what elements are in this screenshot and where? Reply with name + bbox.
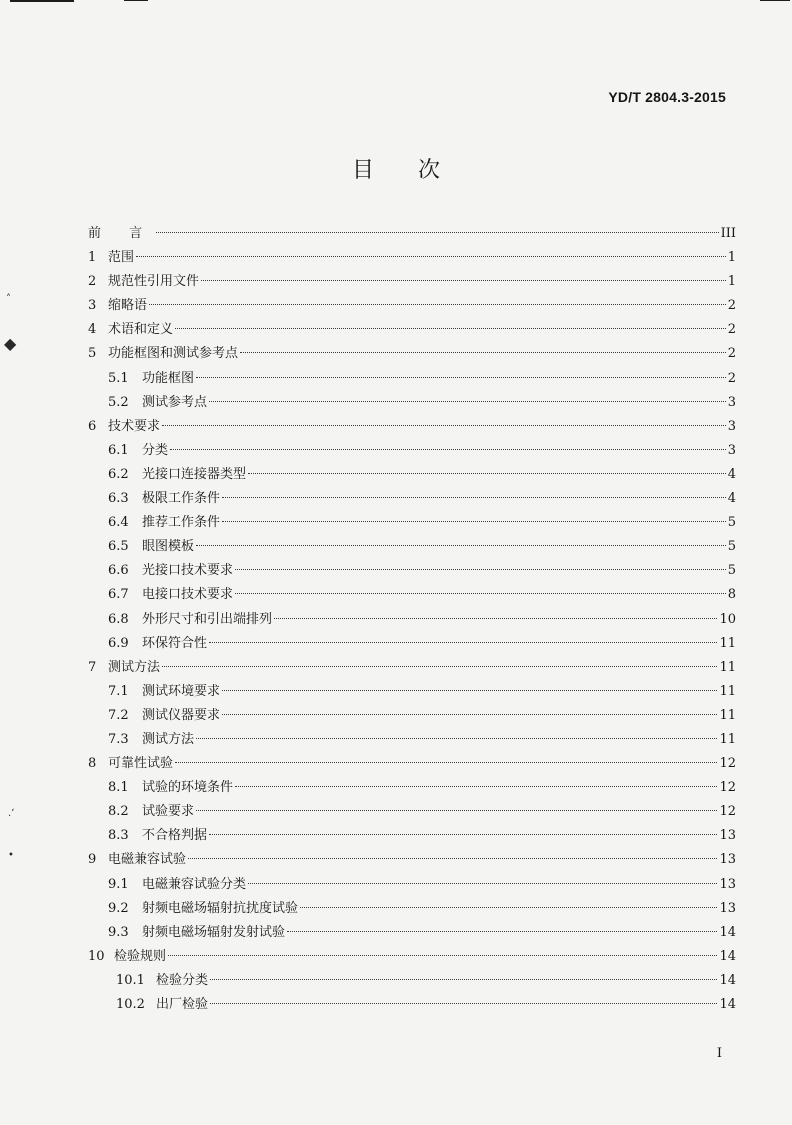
toc-entry-page: 4	[727, 466, 736, 482]
document-number: YD/T 2804.3-2015	[608, 89, 726, 105]
toc-entry-label: 不合格判据	[142, 828, 208, 844]
toc-entry-page: 5	[727, 515, 736, 531]
scan-edge-mark	[124, 0, 148, 1]
toc-entry[interactable]	[88, 848, 736, 872]
toc-entry-number: 2	[88, 274, 97, 290]
toc-entry-page: 3	[727, 442, 736, 458]
dot-leader	[222, 690, 717, 691]
toc-entry[interactable]	[88, 415, 736, 439]
toc-entry-label: 出厂检验	[156, 997, 209, 1012]
scan-edge-mark	[760, 0, 790, 1]
toc-entry-label: 测试参考点	[142, 394, 208, 410]
toc-entry-number: 6.2	[108, 466, 129, 482]
toc-entry-label: 前 言	[88, 226, 155, 241]
toc-entry-page: 1	[727, 274, 736, 290]
toc-entry-page: 2	[727, 298, 736, 314]
toc-entry[interactable]	[88, 487, 736, 511]
table-of-contents	[88, 222, 736, 1017]
scan-speck: ◆	[4, 334, 17, 353]
dot-leader	[235, 786, 717, 787]
toc-entry-number: 6.3	[108, 491, 129, 507]
toc-entry-label: 试验要求	[142, 804, 195, 820]
toc-entry[interactable]	[88, 608, 736, 632]
toc-entry-label: 推荐工作条件	[142, 515, 221, 531]
toc-entry[interactable]	[88, 246, 736, 270]
toc-entry[interactable]	[88, 656, 736, 680]
dot-leader	[162, 425, 726, 426]
toc-entry[interactable]	[88, 439, 736, 463]
toc-entry[interactable]	[88, 728, 736, 752]
toc-entry-number: 10	[88, 948, 105, 964]
toc-entry-number: 8.1	[108, 780, 129, 796]
toc-entry-number: 6.4	[108, 515, 129, 531]
toc-entry-label: 测试仪器要求	[142, 707, 221, 723]
toc-entry[interactable]	[88, 391, 736, 415]
toc-entry-label: 光接口技术要求	[142, 563, 234, 579]
scan-speck: •	[8, 850, 14, 861]
dot-leader	[149, 304, 726, 305]
toc-entry-page: 8	[727, 587, 736, 603]
toc-entry-page: 12	[719, 804, 736, 820]
dot-leader	[222, 497, 726, 498]
toc-entry[interactable]	[88, 969, 736, 993]
toc-entry-number: 10.1	[116, 972, 145, 988]
dot-leader	[222, 521, 726, 522]
toc-entry-label: 术语和定义	[108, 322, 174, 338]
toc-entry-label: 检验分类	[156, 972, 209, 988]
dot-leader	[196, 738, 717, 739]
toc-entry-page: 11	[719, 707, 736, 723]
toc-entry[interactable]	[88, 222, 736, 246]
scan-speck: ˄	[6, 294, 11, 305]
toc-entry-number: 9.1	[108, 876, 129, 892]
toc-entry[interactable]	[88, 318, 736, 342]
dot-leader	[175, 328, 726, 329]
toc-entry-number: 8	[88, 756, 97, 772]
toc-entry-page: 5	[727, 563, 736, 579]
toc-entry-label: 环保符合性	[142, 635, 208, 651]
toc-entry-number: 7	[88, 659, 97, 675]
dot-leader	[209, 401, 726, 402]
dot-leader	[248, 883, 717, 884]
toc-entry-page: 5	[727, 539, 736, 555]
toc-entry[interactable]	[88, 921, 736, 945]
toc-entry-number: 7.3	[108, 731, 129, 747]
toc-entry-label: 射频电磁场辐射发射试验	[142, 924, 286, 940]
dot-leader	[209, 642, 717, 643]
toc-entry[interactable]	[88, 897, 736, 921]
page-number: I	[716, 1046, 722, 1061]
dot-leader	[162, 666, 717, 667]
toc-entry-number: 6.6	[108, 563, 129, 579]
toc-entry-page: 11	[719, 731, 736, 747]
toc-entry[interactable]	[88, 873, 736, 897]
toc-entry-page: 2	[727, 370, 736, 386]
toc-entry-label: 光接口连接器类型	[142, 466, 247, 482]
toc-entry[interactable]	[88, 680, 736, 704]
toc-entry-label: 眼图模板	[142, 539, 195, 555]
dot-leader	[287, 931, 717, 932]
toc-entry-page: 11	[719, 683, 736, 699]
toc-entry-number: 5.2	[108, 394, 129, 410]
toc-entry[interactable]	[88, 776, 736, 800]
toc-entry[interactable]	[88, 800, 736, 824]
toc-entry-number: 9.2	[108, 900, 129, 916]
dot-leader	[188, 858, 717, 859]
toc-entry-label: 试验的环境条件	[142, 780, 234, 796]
toc-entry-label: 外形尺寸和引出端排列	[142, 611, 273, 627]
toc-entry-label: 极限工作条件	[142, 491, 221, 507]
toc-entry-page: 11	[719, 635, 736, 651]
toc-entry-label: 范围	[108, 250, 135, 266]
toc-entry-number: 6.1	[108, 442, 129, 458]
toc-entry-page: 14	[719, 972, 736, 988]
toc-entry[interactable]	[88, 463, 736, 487]
dot-leader	[235, 569, 726, 570]
toc-entry-page: III	[720, 226, 736, 241]
toc-entry-label: 测试方法	[108, 659, 161, 675]
toc-entry-number: 9	[88, 852, 97, 868]
dot-leader	[235, 593, 726, 594]
toc-entry-page: 13	[719, 876, 736, 892]
toc-entry-number: 9.3	[108, 924, 129, 940]
toc-entry-label: 规范性引用文件	[108, 274, 200, 290]
dot-leader	[222, 714, 717, 715]
toc-entry[interactable]	[88, 583, 736, 607]
dot-leader	[201, 280, 726, 281]
toc-entry[interactable]	[88, 945, 736, 969]
dot-leader	[248, 473, 726, 474]
toc-entry-page: 2	[727, 322, 736, 338]
scan-edge-mark	[10, 0, 74, 2]
page-title: 目次	[351, 158, 484, 183]
toc-entry[interactable]	[88, 559, 736, 583]
toc-entry-label: 功能框图和测试参考点	[108, 346, 239, 362]
toc-entry-label: 电磁兼容试验分类	[142, 876, 247, 892]
toc-entry-label: 测试环境要求	[142, 683, 221, 699]
toc-entry[interactable]	[88, 752, 736, 776]
toc-entry[interactable]	[88, 511, 736, 535]
toc-entry-page: 14	[719, 997, 736, 1012]
dot-leader	[274, 618, 717, 619]
toc-entry-number: 8.3	[108, 828, 129, 844]
toc-entry-number: 6	[88, 418, 97, 434]
dot-leader	[240, 352, 726, 353]
dot-leader	[136, 256, 726, 257]
dot-leader	[196, 545, 726, 546]
dot-leader	[168, 955, 717, 956]
toc-entry-number: 6.9	[108, 635, 129, 651]
toc-entry[interactable]	[88, 367, 736, 391]
toc-entry-number: 4	[88, 322, 97, 338]
toc-entry-page: 12	[719, 780, 736, 796]
dot-leader	[210, 979, 717, 980]
dot-leader	[210, 1003, 717, 1004]
toc-entry-page: 4	[727, 491, 736, 507]
toc-entry-number: 3	[88, 298, 97, 314]
toc-entry-label: 可靠性试验	[108, 756, 174, 772]
toc-entry-label: 分类	[142, 442, 169, 458]
toc-entry-page: 11	[719, 659, 736, 675]
toc-entry[interactable]	[88, 993, 736, 1017]
scan-speck: .‘	[8, 808, 15, 819]
toc-entry[interactable]	[88, 632, 736, 656]
toc-entry[interactable]	[88, 824, 736, 848]
toc-entry-page: 14	[719, 924, 736, 940]
toc-entry[interactable]	[88, 535, 736, 559]
toc-entry-number: 5.1	[108, 370, 129, 386]
toc-entry[interactable]	[88, 704, 736, 728]
dot-leader	[170, 449, 726, 450]
toc-entry-page: 2	[727, 346, 736, 362]
toc-entry-label: 电接口技术要求	[142, 587, 234, 603]
toc-entry-number: 6.5	[108, 539, 129, 555]
toc-entry-number: 10.2	[116, 997, 145, 1012]
toc-entry-number: 1	[88, 250, 97, 266]
toc-entry-page: 14	[719, 948, 736, 964]
toc-entry-label: 电磁兼容试验	[108, 852, 187, 868]
toc-entry-label: 检验规则	[114, 948, 167, 964]
toc-entry-page: 12	[719, 756, 736, 772]
toc-entry-page: 3	[727, 394, 736, 410]
toc-entry[interactable]	[88, 342, 736, 366]
toc-entry[interactable]	[88, 294, 736, 318]
dot-leader	[156, 232, 718, 233]
dot-leader	[209, 834, 717, 835]
dot-leader	[300, 907, 717, 908]
toc-entry-number: 6.7	[108, 587, 129, 603]
toc-entry-page: 13	[719, 900, 736, 916]
dot-leader	[196, 810, 717, 811]
toc-entry-page: 13	[719, 828, 736, 844]
toc-entry-page: 13	[719, 852, 736, 868]
toc-entry-label: 技术要求	[108, 418, 161, 434]
toc-entry-page: 1	[727, 250, 736, 266]
toc-entry-label: 功能框图	[142, 370, 195, 386]
toc-entry-page: 3	[727, 418, 736, 434]
toc-entry-label: 缩略语	[108, 298, 148, 314]
toc-entry-label: 射频电磁场辐射抗扰度试验	[142, 900, 299, 916]
toc-entry-label: 测试方法	[142, 731, 195, 747]
dot-leader	[196, 377, 726, 378]
toc-entry-number: 7.2	[108, 707, 129, 723]
toc-entry-number: 5	[88, 346, 97, 362]
toc-entry-number: 7.1	[108, 683, 129, 699]
toc-entry-number: 8.2	[108, 804, 129, 820]
dot-leader	[175, 762, 717, 763]
toc-entry-page: 10	[719, 611, 736, 627]
toc-entry[interactable]	[88, 270, 736, 294]
toc-entry-number: 6.8	[108, 611, 129, 627]
